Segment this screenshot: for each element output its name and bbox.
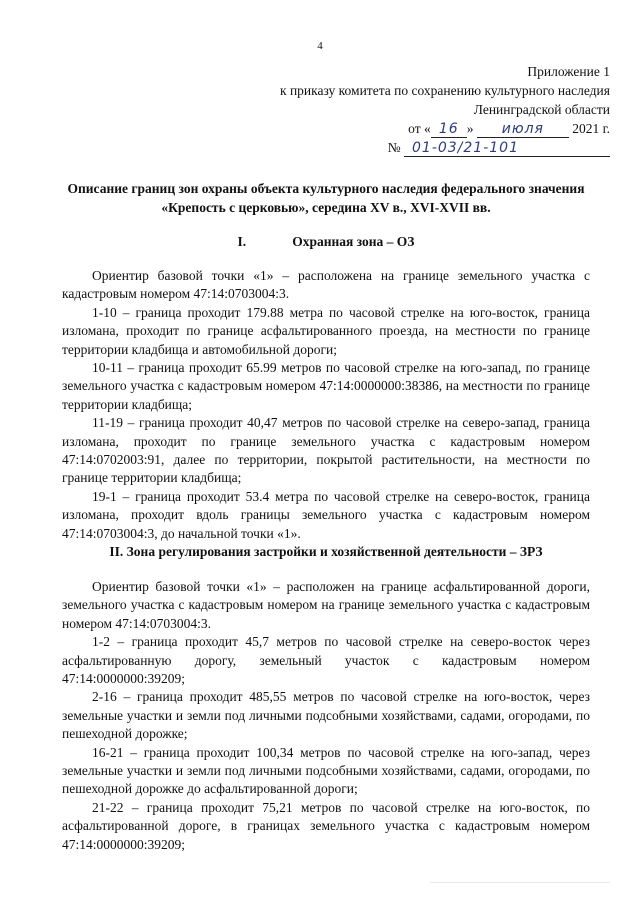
paragraph: 19-1 – граница проходит 53.4 метра по часовой стрелке на северо-восток, граница изломана, проходит вдоль границы земельного участка с кадастровым номером 47:14:0703004:3, до начальной точки «1». — [62, 488, 590, 541]
section-2-heading: II. Зона регулирования застройки и хозяйственной деятельности – ЗРЗ — [109, 544, 543, 559]
section-1-title: Охранная зона – ОЗ — [292, 234, 415, 249]
document-title: Описание границ зон охраны объекта культурного наследия федерального значения «Крепость с церковью», середина XV в., XVI-XVII вв. — [67, 181, 585, 215]
number-prefix: № — [387, 140, 401, 155]
appendix-label: Приложение 1 — [527, 64, 610, 79]
date-day-handwritten: 16 — [438, 121, 459, 137]
paragraph: 1-10 – граница проходит 179.88 метра по часовой стрелке на юго-восток, граница изломана, проходит по границе асфальтированного проезда, на местности по границе территории кладбища и автомобильной дороги; — [62, 304, 590, 357]
date-year: 2021 г. — [572, 121, 610, 136]
section-2-body — [62, 578, 590, 854]
appendix-header — [190, 62, 610, 157]
paragraph: Ориентир базовой точки «1» – расположена на границе земельного участка с кадастровым номером 47:14:0703004:3. — [62, 268, 590, 302]
date-month-handwritten: июля — [501, 121, 544, 137]
order-number — [190, 138, 610, 157]
paragraph: 21-22 – граница проходит 75,21 метров по часовой стрелке на юго-восток, по асфальтированной дороге, в границах земельного участка с кадастровым номером 47:14:0000000:39209; — [62, 799, 590, 852]
region-name: Ленинградской области — [473, 102, 610, 117]
section-1-body — [62, 267, 590, 543]
number-field — [404, 140, 610, 157]
section-1-heading — [62, 234, 590, 250]
paragraph: Ориентир базовой точки «1» – расположен на границе асфальтированной дороги, земельного участка с кадастровым номером на границе земельного участка с кадастровым номером 47:14:0703004:3. — [62, 579, 590, 631]
paragraph: 16-21 – граница проходит 100,34 метров по часовой стрелке на юго-запад, через земельные участки и земли под личными подсобными хозяйствами, садами, огородами, по пешеходной дорожке до асфальтированной дороги; — [62, 744, 590, 797]
date-month-field — [477, 121, 569, 138]
paragraph: 2-16 – граница проходит 485,55 метров по часовой стрелке на юго-восток, через земельные участки и земли под личными подсобными хозяйствами, садами, огородами, по пешеходной дорожке; — [62, 689, 590, 742]
number-handwritten: 01-03/21-101 — [412, 140, 519, 156]
paragraph: 10-11 – граница проходит 65.99 метров по часовой стрелке на юго-запад, по границе земельного участка с кадастровым номером 47:14:0000000:38386, на местности по границе территории кладбища; — [62, 360, 590, 412]
order-date — [190, 119, 610, 138]
date-mid: » — [466, 121, 474, 136]
page-number: 4 — [317, 40, 323, 52]
paragraph: 1-2 – граница проходит 45,7 метров по часовой стрелке на северо-восток через асфальтированную дорогу, земельный участок с кадастровым номером 47:14:0000000:39209; — [62, 634, 590, 687]
date-day-field — [431, 121, 467, 138]
section-1-number: I. — [237, 234, 247, 249]
paragraph: 11-19 – граница проходит 40,47 метров по часовой стрелке на северо-запад, граница изломана, проходит по границе земельного участка с кадастровым номером 47:14:0702003:91, далее по территории, покрытой растительности, на местности по границе территории кладбища; — [62, 415, 590, 486]
date-prefix: от « — [408, 121, 431, 136]
scan-artifact — [430, 882, 610, 883]
order-reference: к приказу комитета по сохранению культурного наследия — [280, 83, 610, 98]
